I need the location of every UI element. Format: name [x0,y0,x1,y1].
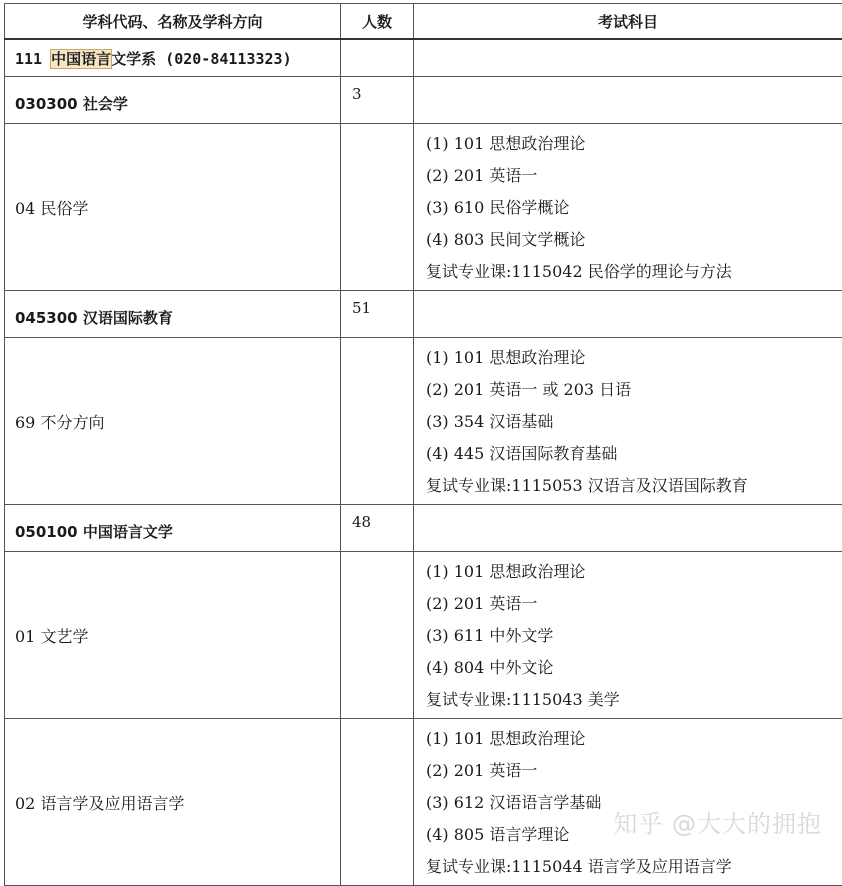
subjects-cell [414,719,842,886]
direction-row [5,124,842,291]
direction-row [5,552,842,719]
empty-cell [414,39,842,77]
watermark: 知乎 @大大的拥抱 [613,804,822,839]
direction-name: 02 语言学及应用语言学 [5,719,341,886]
subject-item: (2) 201 英语一 [426,588,832,620]
subjects-cell [414,552,842,719]
department-row [5,39,842,77]
header-row [5,4,842,40]
subject-item: (3) 612 汉语语言学基础 [426,787,832,819]
direction-name: 69 不分方向 [5,338,341,505]
retest-course: 复试专业课:1115044 语言学及应用语言学 [426,851,832,883]
subjects-cell [414,338,842,505]
direction-row [5,338,842,505]
subject-item: (2) 201 英语一 [426,160,832,192]
major-name: 030300 社会学 [5,77,341,124]
subjects-cell [414,124,842,291]
subject-item: (3) 354 汉语基础 [426,406,832,438]
empty-cell [414,505,842,552]
empty-cell [341,552,414,719]
subject-item: (4) 803 民间文学概论 [426,224,832,256]
header-count: 人数 [341,4,414,40]
empty-cell [341,719,414,886]
retest-course: 复试专业课:1115053 汉语言及汉语国际教育 [426,470,832,502]
direction-row [5,719,842,886]
direction-name: 01 文艺学 [5,552,341,719]
subject-item: (4) 445 汉语国际教育基础 [426,438,832,470]
empty-cell [341,338,414,505]
empty-cell [341,124,414,291]
subject-item: (3) 610 民俗学概论 [426,192,832,224]
subject-item: (2) 201 英语一 [426,755,832,787]
major-row [5,77,842,124]
empty-cell [341,39,414,77]
department-cell [5,39,341,77]
major-row [5,291,842,338]
department-phone: (020-84113323) [165,50,291,68]
admissions-table [4,3,842,886]
retest-course: 复试专业课:1115042 民俗学的理论与方法 [426,256,832,288]
subject-item: (2) 201 英语一 或 203 日语 [426,374,832,406]
direction-name: 04 民俗学 [5,124,341,291]
subject-item: (4) 804 中外文论 [426,652,832,684]
major-name: 045300 汉语国际教育 [5,291,341,338]
subject-item: (1) 101 思想政治理论 [426,128,832,160]
major-count: 51 [341,291,414,338]
major-count: 48 [341,505,414,552]
subject-item: (3) 611 中外文学 [426,620,832,652]
department-code: 111 [15,50,42,68]
major-name: 050100 中国语言文学 [5,505,341,552]
major-count: 3 [341,77,414,124]
department-name-highlight: 中国语言 [51,50,111,68]
empty-cell [414,77,842,124]
empty-cell [414,291,842,338]
subject-item: (4) 805 语言学理论 [426,819,832,851]
major-row [5,505,842,552]
header-subjects: 考试科目 [414,4,842,40]
subject-item: (1) 101 思想政治理论 [426,723,832,755]
subject-item: (1) 101 思想政治理论 [426,556,832,588]
subject-item: (1) 101 思想政治理论 [426,342,832,374]
department-name-rest: 文学系 [111,50,156,68]
retest-course: 复试专业课:1115043 美学 [426,684,832,716]
header-discipline: 学科代码、名称及学科方向 [5,4,341,40]
